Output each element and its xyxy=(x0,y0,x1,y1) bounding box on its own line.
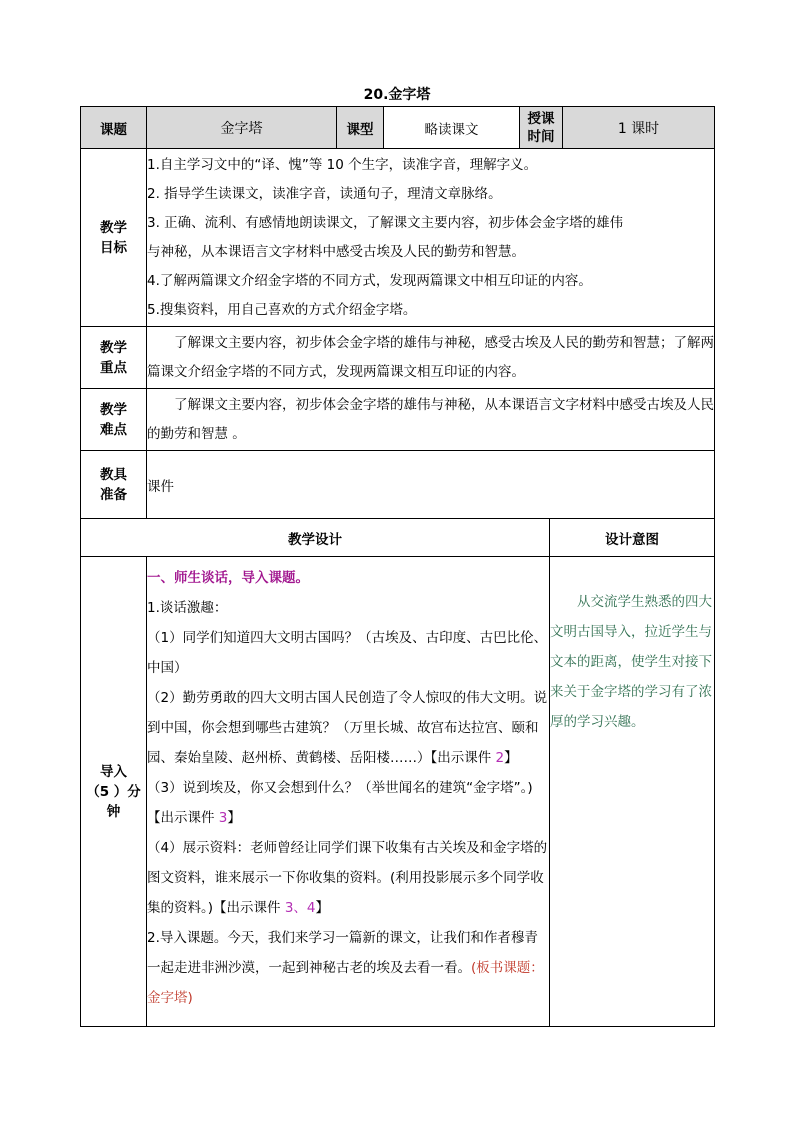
intro-row xyxy=(81,557,715,1027)
time-value: 1 课时 xyxy=(563,107,715,149)
key-points-label-text: 教学重点 xyxy=(100,339,127,376)
intro-question-text: （4）展示资料：老师曾经让同学们课下收集有古关埃及和金字塔的图文资料，谁来展示一下你收集的资料。(利用投影展示多个同学收集的资料。) xyxy=(147,840,548,916)
tag-text: 【出示课件 xyxy=(430,750,496,766)
intro-question-text: （3）说到埃及，你又会想到什么？（举世闻名的建筑“金字塔”。) xyxy=(147,780,533,796)
key-points-text: 了解课文主要内容，初步体会金字塔的雄伟与神秘，感受古埃及人民的勤劳和智慧；了解两篇课文介绍金字塔的不同方式，发现两篇课文相互印证的内容。 xyxy=(147,334,714,380)
lesson-plan-table xyxy=(80,106,715,1027)
objectives-label xyxy=(81,149,147,327)
materials-row xyxy=(81,451,715,519)
intro-label xyxy=(81,557,147,1027)
objective-item: 2. 指导学生读课文，读准字音，读通句子，理清文章脉络。 xyxy=(147,185,502,202)
board-note: (板书课题：金字塔) xyxy=(147,960,544,1006)
section-heading: 一、师生谈话，导入课题。 xyxy=(147,570,309,586)
objective-item: 与神秘，从本课语言文字材料中感受古埃及人民的勤劳和智慧。 xyxy=(147,243,525,260)
intro-label-line: （5 ）分 xyxy=(86,783,141,800)
intro-question xyxy=(147,833,549,923)
materials-label xyxy=(81,451,147,519)
objectives-row xyxy=(81,149,715,327)
topic-label: 课题 xyxy=(81,107,147,149)
header-row xyxy=(81,107,715,149)
difficulties-row xyxy=(81,389,715,451)
key-points-label xyxy=(81,327,147,389)
difficulties-label xyxy=(81,389,147,451)
objective-item: 5.搜集资料，用自己喜欢的方式介绍金字塔。 xyxy=(147,301,417,318)
intro-label-line: 导入 xyxy=(100,763,127,780)
intro-question: （1）同学们知道四大文明古国吗？（古埃及、古印度、古巴比伦、中国） xyxy=(147,630,548,676)
difficulties-text: 了解课文主要内容，初步体会金字塔的雄伟与神秘，从本课语言文字材料中感受古埃及人民的勤劳和智慧 。 xyxy=(147,396,714,442)
objective-item: 3. 正确、流利、有感情地朗读课文，了解课文主要内容，初步体会金字塔的雄伟 xyxy=(147,214,624,231)
materials-content xyxy=(147,451,715,519)
materials-label-text: 教具准备 xyxy=(100,466,127,503)
document-title: 20.金字塔 xyxy=(363,87,431,103)
tag-number: 3 xyxy=(218,810,228,826)
objectives-label-text: 教学目标 xyxy=(100,219,127,256)
intro-label-line: 钟 xyxy=(106,803,121,820)
intro-question xyxy=(147,773,549,833)
intro-intent-content xyxy=(550,557,715,1027)
materials-text: 课件 xyxy=(147,478,174,495)
type-label: 课型 xyxy=(337,107,384,149)
courseware-tag xyxy=(431,750,518,766)
tag-number: 2 xyxy=(495,750,505,766)
intro-step: 1.谈话激趣： xyxy=(147,600,228,616)
courseware-tag xyxy=(147,810,241,826)
courseware-tag xyxy=(213,900,329,916)
tag-text: 】 xyxy=(315,900,330,916)
time-label xyxy=(520,107,563,149)
intent-text: 从交流学生熟悉的四大文明古国导入，拉近学生与文本的距离，使学生对接下来关于金字塔的学习有了浓厚的学习兴趣。 xyxy=(550,594,712,730)
tag-number: 3、4 xyxy=(284,900,316,916)
intro-step xyxy=(147,923,549,1013)
intro-step-text: 2.导入课题。今天，我们来学习一篇新的课文，让我们和作者穆青一起走进非洲沙漠，一起到神秘古老的埃及去看一看。 xyxy=(147,930,538,976)
objective-item: 1.自主学习文中的“译、愧”等 10 个生字，读准字音，理解字义。 xyxy=(147,156,538,173)
tag-text: 】 xyxy=(227,810,241,826)
tag-text: 【出示课件 xyxy=(213,900,285,916)
difficulties-label-text: 教学难点 xyxy=(100,401,127,438)
design-header-row xyxy=(81,519,715,557)
tag-text: 【出示课件 xyxy=(147,810,219,826)
time-label-text: 授课时间 xyxy=(527,110,555,145)
difficulties-content xyxy=(147,389,715,451)
objective-item: 4.了解两篇课文介绍金字塔的不同方式，发现两篇课文中相互印证的内容。 xyxy=(147,272,592,289)
intro-design-content xyxy=(147,557,550,1027)
type-value: 略读课文 xyxy=(384,107,520,149)
key-points-row xyxy=(81,327,715,389)
intent-column-header: 设计意图 xyxy=(550,519,715,557)
intro-question xyxy=(147,683,549,773)
tag-text: 】 xyxy=(504,750,518,766)
design-column-header: 教学设计 xyxy=(81,519,550,557)
objectives-content xyxy=(147,149,715,327)
topic-value: 金字塔 xyxy=(147,107,337,149)
key-points-content xyxy=(147,327,715,389)
intro-question-text: （2）勤劳勇敢的四大文明古国人民创造了令人惊叹的伟大文明。说到中国，你会想到哪些古建筑？（万里长城、故宫布达拉宫、颐和园、秦始皇陵、赵州桥、黄鹤楼、岳阳楼……） xyxy=(147,690,548,766)
